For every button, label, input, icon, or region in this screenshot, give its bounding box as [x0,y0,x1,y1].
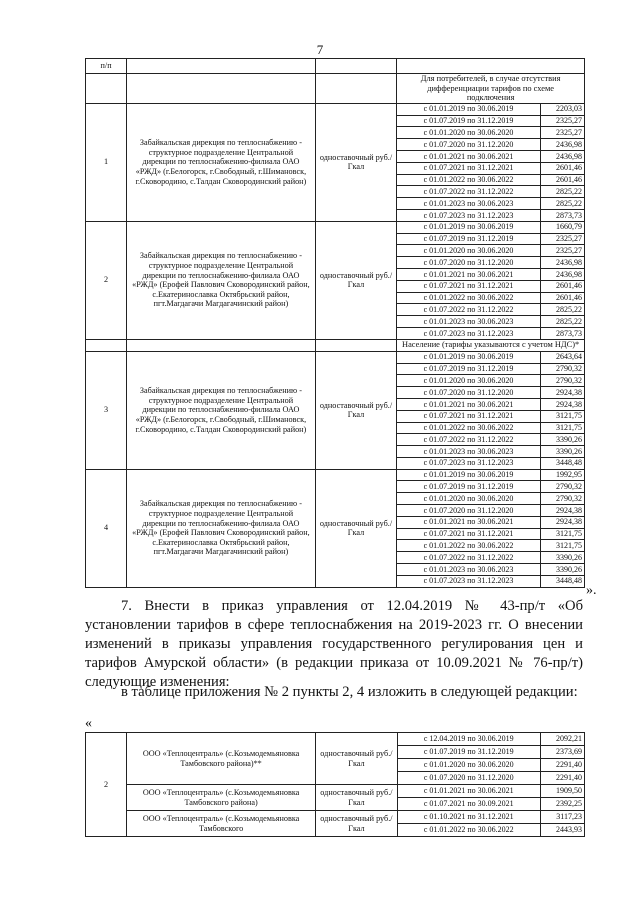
row-number: 3 [86,351,127,469]
tariff-period: с 01.07.2019 по 31.12.2019 [397,115,541,127]
table-row [86,103,585,115]
tariff-value: 2436,98 [540,139,584,151]
header-blank [315,59,397,74]
tariff-period: с 01.07.2021 по 31.12.2021 [397,280,541,292]
tariff-period: с 01.01.2023 по 30.06.2023 [397,198,541,210]
tariff-value: 2924,38 [540,387,584,399]
tariff-value: 2601,46 [540,174,584,186]
header-row [86,59,585,74]
tariff-period: с 01.01.2023 по 30.06.2023 [397,316,541,328]
tariff-period: с 01.07.2021 по 30.09.2021 [397,798,540,811]
spacer-cell [127,74,316,104]
tariff-period: с 01.01.2020 по 30.06.2020 [397,127,541,139]
tariff-value: 3121,75 [540,422,584,434]
tariff-period: с 01.01.2023 по 30.06.2023 [397,564,541,576]
tariff-period: с 01.10.2021 по 31.12.2021 [397,811,540,824]
tariff-value: 2443,93 [540,824,584,837]
tariff-value: 2924,38 [540,398,584,410]
tariff-value: 2436,98 [540,268,584,280]
tariff-unit: одноставочный руб./Гкал [316,811,398,837]
table-row [86,811,585,824]
row-number: 2 [86,733,127,837]
tariff-value: 2325,27 [540,233,584,245]
tariff-period: с 01.07.2021 по 31.12.2021 [397,162,541,174]
tariff-value: 2092,21 [540,733,584,746]
tariff-value: 3448,48 [540,457,584,469]
tariff-period: с 01.07.2020 по 31.12.2020 [397,139,541,151]
tariff-value: 2601,46 [540,292,584,304]
tariff-value: 2325,27 [540,115,584,127]
tariff-period: с 01.01.2023 по 30.06.2023 [397,446,541,458]
tariff-value: 3390,26 [540,434,584,446]
tariff-value: 2291,40 [540,772,584,785]
tariff-period: с 01.01.2022 по 30.06.2022 [397,824,540,837]
table-row [86,351,585,363]
consumers-header: Для потребителей, в случае отсутствия дифференциации тарифов по схеме подключения [397,74,585,104]
tariff-value: 2873,73 [540,327,584,339]
tariff-value: 3390,26 [540,552,584,564]
tariff-unit: одноставочный руб./Гкал [316,733,398,785]
tariff-period: с 01.01.2022 по 30.06.2022 [397,540,541,552]
tariff-period: с 01.01.2021 по 30.06.2021 [397,268,541,280]
tariff-value: 2601,46 [540,162,584,174]
organization-name: Забайкальская дирекция по теплоснабжению - структурное подразделение Центральной дирекции по теплоснабжению-филиала ОАО «РЖД» (Ерофей Павлович Сковородинский район, с.Екатеринославка Октябрьский район, пгт.Магдагачи Магдагачинский район) [127,221,316,339]
paragraph-table-instruction: в таблице приложения № 2 пункты 2, 4 изложить в следующей редакции: [121,684,578,700]
tariff-unit: одноставочный руб./Гкал [315,103,397,221]
tariff-period: с 01.07.2020 по 31.12.2020 [397,772,540,785]
tariff-table-1 [85,58,585,588]
tariff-period: с 01.01.2021 по 30.06.2021 [397,150,541,162]
organization-name: ООО «Теплоцентраль» (с.Козьмодемьяновка Тамбовского района) [127,785,316,811]
spacer-cell [127,339,316,351]
tariff-value: 2790,32 [540,363,584,375]
row-number: 1 [86,103,127,221]
tariff-value: 2203,03 [540,103,584,115]
tariff-value: 2373,69 [540,746,584,759]
closing-quote: ». [586,583,597,598]
row-number: 4 [86,469,127,587]
tariff-value: 1660,79 [540,221,584,233]
organization-name: Забайкальская дирекция по теплоснабжению - структурное подразделение Центральной дирекции по теплоснабжению-филиала ОАО «РЖД» (г.Белогорск, г.Свободный, г.Шимановск, г.Сковородино, с.Талдан Сковородинский район) [127,351,316,469]
tariff-period: с 01.07.2020 по 31.12.2020 [397,505,541,517]
spacer-cell [315,74,397,104]
tariff-value: 2825,22 [540,304,584,316]
tariff-value: 3117,23 [540,811,584,824]
tariff-value: 3121,75 [540,528,584,540]
tariff-value: 2790,32 [540,493,584,505]
consumers-header-row [86,74,585,104]
population-header-row [86,339,585,351]
table-row [86,221,585,233]
tariff-value: 2601,46 [540,280,584,292]
tariff-value: 2873,73 [540,209,584,221]
tariff-value: 2436,98 [540,257,584,269]
tariff-unit: одноставочный руб./Гкал [315,469,397,587]
tariff-value: 2436,98 [540,150,584,162]
tariff-period: с 01.07.2022 по 31.12.2022 [397,304,541,316]
tariff-value: 3390,26 [540,564,584,576]
spacer-cell [86,339,127,351]
tariff-period: с 12.04.2019 по 30.06.2019 [397,733,540,746]
tariff-value: 3121,75 [540,410,584,422]
tariff-period: с 01.07.2022 по 31.12.2022 [397,434,541,446]
organization-name: ООО «Теплоцентраль» (с.Козьмодемьяновка Тамбовского [127,811,316,837]
tariff-period: с 01.01.2022 по 30.06.2022 [397,422,541,434]
organization-name: Забайкальская дирекция по теплоснабжению - структурное подразделение Центральной дирекции по теплоснабжению-филиала ОАО «РЖД» (г.Белогорск, г.Свободный, г.Шимановск, г.Сковородино, с.Талдан Сковородинский район) [127,103,316,221]
tariff-value: 1909,50 [540,785,584,798]
tariff-value: 2392,25 [540,798,584,811]
tariff-period: с 01.07.2019 по 31.12.2019 [397,233,541,245]
population-header: Население (тарифы указываются с учетом НДС)* [397,339,585,351]
tariff-period: с 01.01.2019 по 30.06.2019 [397,469,541,481]
header-blank [397,59,585,74]
tariff-period: с 01.01.2020 по 30.06.2020 [397,245,541,257]
tariff-value: 2924,38 [540,516,584,528]
tariff-value: 2790,32 [540,375,584,387]
tariff-period: с 01.07.2021 по 31.12.2021 [397,410,541,422]
table-row [86,785,585,798]
tariff-value: 2825,22 [540,316,584,328]
tariff-unit: одноставочный руб./Гкал [315,221,397,339]
tariff-value: 3448,48 [540,575,584,587]
tariff-period: с 01.01.2020 по 30.06.2020 [397,759,540,772]
page-number: 7 [316,42,324,57]
tariff-period: с 01.01.2021 по 30.06.2021 [397,516,541,528]
tariff-table-2 [85,732,585,837]
tariff-period: с 01.07.2023 по 31.12.2023 [397,209,541,221]
row-number: 2 [86,221,127,339]
tariff-value: 2790,32 [540,481,584,493]
tariff-value: 3121,75 [540,540,584,552]
tariff-value: 1992,95 [540,469,584,481]
tariff-period: с 01.07.2023 по 31.12.2023 [397,575,541,587]
tariff-period: с 01.07.2021 по 31.12.2021 [397,528,541,540]
tariff-value: 2291,40 [540,759,584,772]
tariff-value: 2825,22 [540,186,584,198]
tariff-period: с 01.01.2021 по 30.06.2021 [397,398,541,410]
tariff-period: с 01.07.2020 по 31.12.2020 [397,387,541,399]
opening-quote: « [85,716,92,731]
table-row [86,733,585,746]
tariff-period: с 01.07.2022 по 31.12.2022 [397,552,541,564]
tariff-value: 2325,27 [540,127,584,139]
tariff-period: с 01.07.2019 по 31.12.2019 [397,363,541,375]
tariff-unit: одноставочный руб./Гкал [315,351,397,469]
tariff-value: 2643,64 [540,351,584,363]
tariff-period: с 01.01.2019 по 30.06.2019 [397,221,541,233]
tariff-period: с 01.01.2022 по 30.06.2022 [397,174,541,186]
tariff-unit: одноставочный руб./Гкал [316,785,398,811]
table-row [86,469,585,481]
tariff-period: с 01.07.2022 по 31.12.2022 [397,186,541,198]
header-blank [127,59,316,74]
tariff-period: с 01.01.2021 по 30.06.2021 [397,785,540,798]
organization-name: ООО «Теплоцентраль» (с.Козьмодемьяновка Тамбовского района)** [127,733,316,785]
organization-name: Забайкальская дирекция по теплоснабжению - структурное подразделение Центральной дирекции по теплоснабжению-филиала ОАО «РЖД» (Ерофей Павлович Сковородинский район, с.Екатеринославка Октябрьский район, пгт.Магдагачи Магдагачинский район) [127,469,316,587]
tariff-period: с 01.01.2019 по 30.06.2019 [397,351,541,363]
tariff-period: с 01.07.2023 по 31.12.2023 [397,457,541,469]
tariff-value: 2325,27 [540,245,584,257]
header-num: п/п [86,59,127,74]
tariff-period: с 01.07.2019 по 31.12.2019 [397,481,541,493]
tariff-period: с 01.07.2020 по 31.12.2020 [397,257,541,269]
tariff-period: с 01.07.2023 по 31.12.2023 [397,327,541,339]
tariff-value: 2924,38 [540,505,584,517]
tariff-period: с 01.01.2019 по 30.06.2019 [397,103,541,115]
tariff-value: 3390,26 [540,446,584,458]
tariff-period: с 01.07.2019 по 31.12.2019 [397,746,540,759]
spacer-cell [315,339,397,351]
spacer-cell [86,74,127,104]
tariff-value: 2825,22 [540,198,584,210]
paragraph-7: 7. Внести в приказ управления от 12.04.2019 № 43-пр/т «Об установлении тарифов в сфере теплоснабжения на 2019-2023 гг. О внесении изменений в приказы управления государственного регулирования цен и тарифов Амурской области» (в редакции приказа от 10.09.2021 № 76-пр/т) следующие изменения: [85,598,583,690]
tariff-period: с 01.01.2022 по 30.06.2022 [397,292,541,304]
tariff-period: с 01.01.2020 по 30.06.2020 [397,375,541,387]
tariff-period: с 01.01.2020 по 30.06.2020 [397,493,541,505]
